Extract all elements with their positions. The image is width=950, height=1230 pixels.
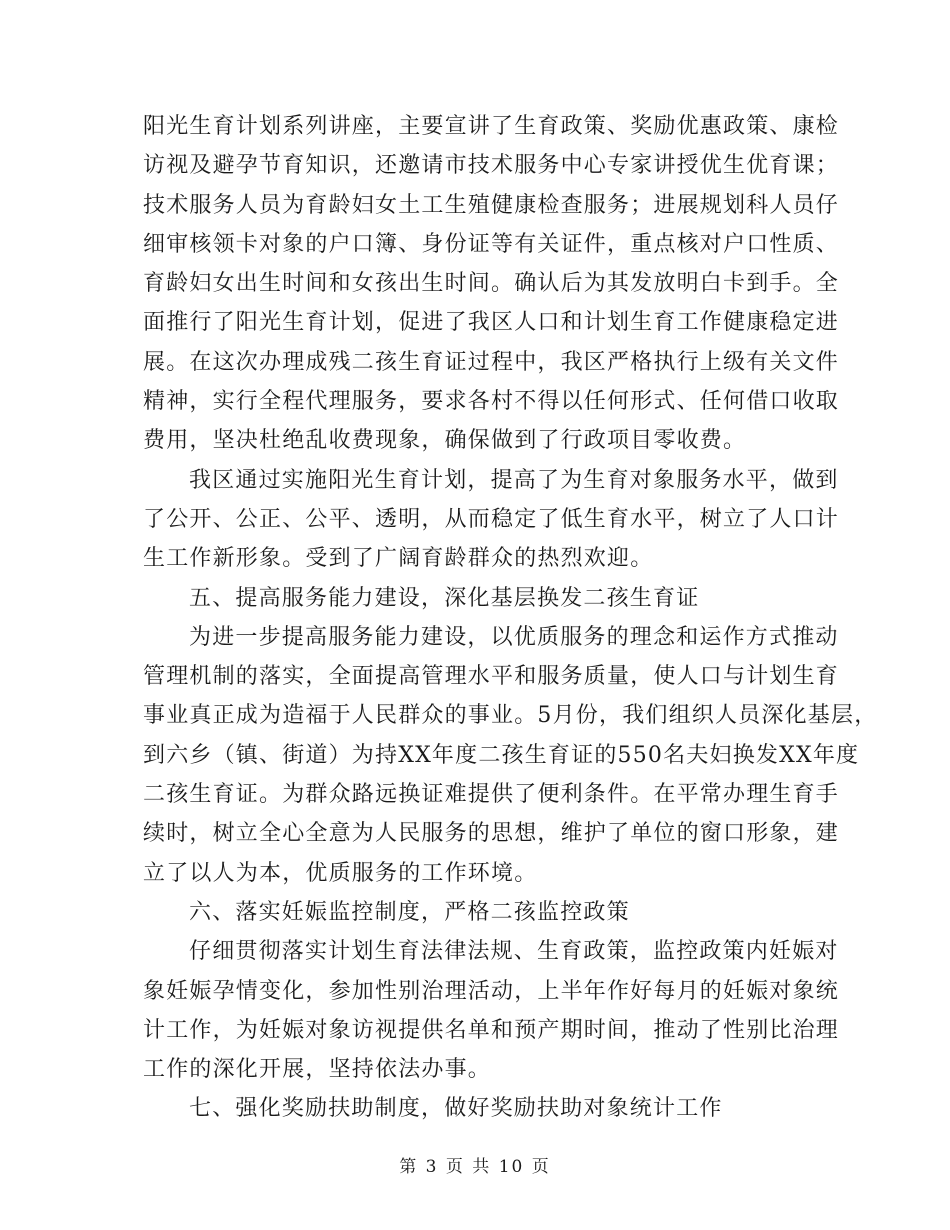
text-line: 续时，树立全心全意为人民服务的思想，维护了单位的窗口形象，建 — [143, 821, 840, 847]
document-body — [143, 107, 878, 1129]
text-line: 到六乡（镇、街道）为持XX年度二孩生育证的550名夫妇换发XX年度 — [143, 742, 860, 768]
text-line: 费用，坚决杜绝乱收费现象，确保做到了行政项目零收费。 — [143, 428, 747, 454]
text-line: 事业真正成为造福于人民群众的事业。5月份，我们组织人员深化基层， — [143, 703, 878, 729]
text-line: 阳光生育计划系列讲座，主要宣讲了生育政策、奖励优惠政策、康检 — [143, 114, 840, 139]
text-line: 精神，实行全程代理服务，要求各村不得以任何形式、任何借口收取 — [143, 389, 840, 415]
text-line: 访视及避孕节育知识，还邀请市技术服务中心专家讲授优生优育课； — [143, 153, 840, 179]
text-line: 工作的深化开展，坚持依法办事。 — [143, 1057, 492, 1083]
text-line: 细审核领卡对象的户口簿、身份证等有关证件，重点核对户口性质、 — [143, 231, 840, 257]
text-line: 展。在这次办理成残二孩生育证过程中，我区严格执行上级有关文件 — [143, 349, 840, 375]
text-line: 了公开、公正、公平、透明，从而稳定了低生育水平，树立了人口计 — [143, 506, 840, 532]
text-line: 六、落实妊娠监控制度，严格二孩监控政策 — [189, 899, 630, 925]
text-line: 计工作，为妊娠对象访视提供名单和预产期时间，推动了性别比治理 — [143, 1017, 840, 1043]
text-line: 七、强化奖励扶助制度，做好奖励扶助对象统计工作 — [189, 1096, 723, 1122]
text-line: 面推行了阳光生育计划，促进了我区人口和计划生育工作健康稳定进 — [143, 310, 840, 336]
text-line: 技术服务人员为育龄妇女土工生殖健康检查服务；进展规划科人员仔 — [143, 192, 840, 218]
text-line: 为进一步提高服务能力建设，以优质服务的理念和运作方式推动 — [189, 624, 839, 650]
text-line: 我区通过实施阳光生育计划，提高了为生育对象服务水平，做到 — [189, 467, 839, 493]
text-line: 象妊娠孕情变化，参加性别治理活动，上半年作好每月的妊娠对象统 — [143, 978, 840, 1004]
text-line: 管理机制的落实，全面提高管理水平和服务质量，使人口与计划生育 — [143, 664, 840, 690]
text-line: 仔细贯彻落实计划生育法律法规、生育政策，监控政策内妊娠对 — [189, 939, 839, 965]
text-line: 二孩生育证。为群众路远换证难提供了便利条件。在平常办理生育手 — [143, 782, 840, 808]
text-line: 育龄妇女出生时间和女孩出生时间。确认后为其发放明白卡到手。全 — [143, 271, 840, 297]
text-line: 立了以人为本，优质服务的工作环境。 — [143, 860, 538, 886]
page-number-footer: 第 3 页 共 10 页 — [399, 1157, 551, 1177]
text-line: 生工作新形象。受到了广阔育龄群众的热烈欢迎。 — [143, 546, 654, 572]
text-line: 五、提高服务能力建设，深化基层换发二孩生育证 — [189, 585, 700, 611]
